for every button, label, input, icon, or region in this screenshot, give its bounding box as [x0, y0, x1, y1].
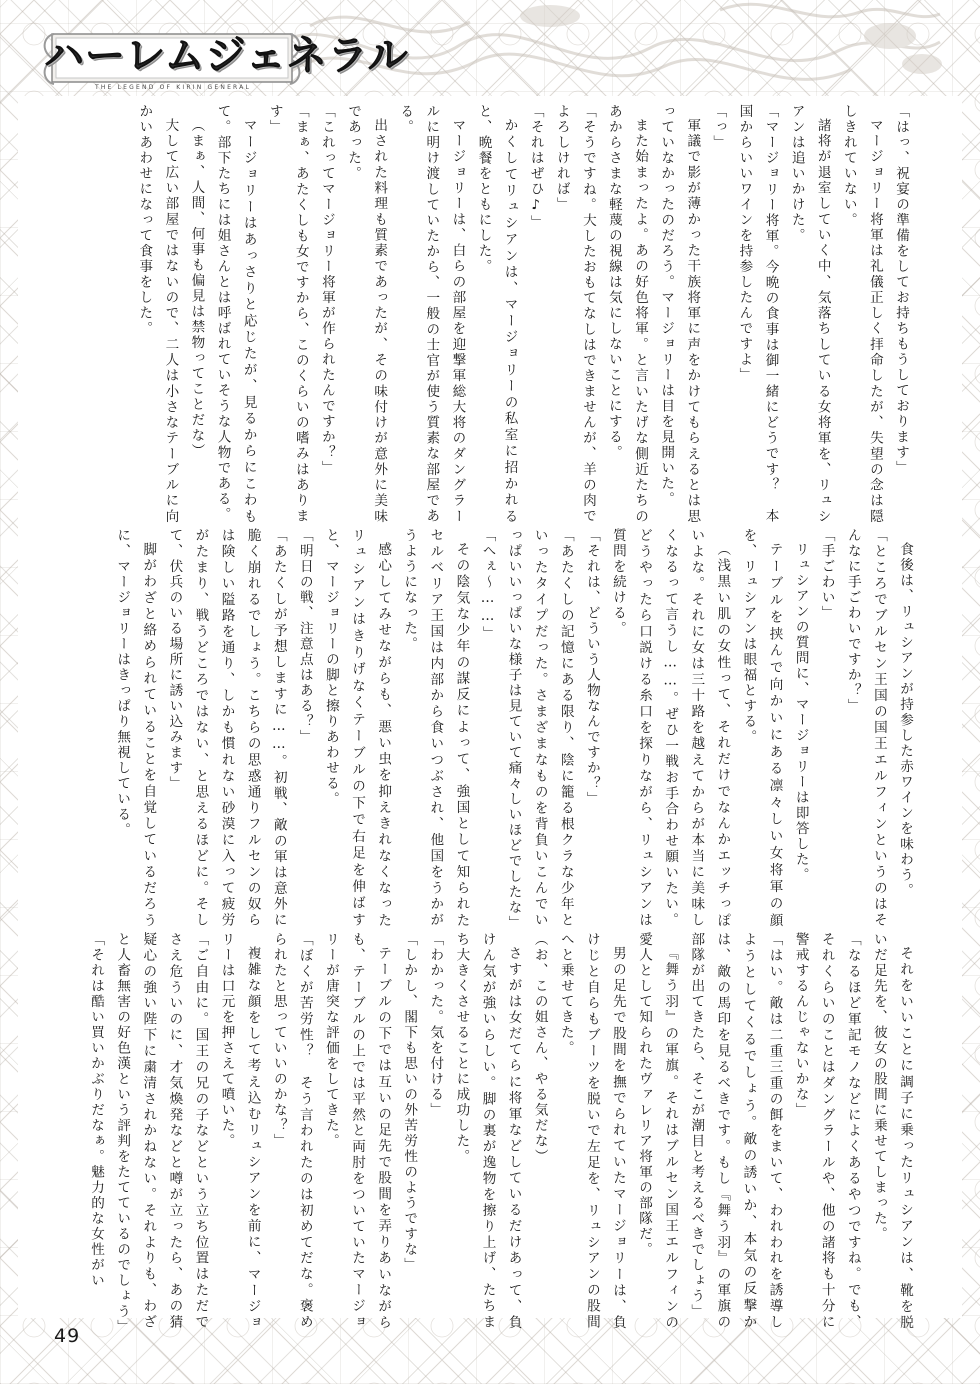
paragraph: 「あたくしの記憶にある限り、陰に籠る根クラな少年といったタイプだった。さまざまなものを背負いこんでいっぱいいっぱいな様子は見ていて痛々しいほどでしたな」	[505, 528, 574, 931]
paragraph: 感心してみせながらも、悪い虫を抑えきれなくなったリュシアンはきりげなくテーブルの下で右足を伸ばすと、マージョリーの脚と擦りあわせる。	[322, 528, 392, 928]
paragraph: 「まぁ、あたくしも女ですから、このくらいの嗜みはあります」	[266, 104, 309, 524]
page-header	[0, 0, 980, 110]
paragraph: 「はっ、祝宴の準備をしてお持ちもうしております」	[893, 104, 909, 476]
paragraph: 「マージョリー将軍。今晩の食事は御一緒にどうです？ 本国からいいワインを持参したんですよ」	[736, 104, 779, 524]
paragraph: 「手ごわい」	[818, 528, 835, 621]
paragraph: 諸将が退室していく中、気落ちしている女将軍を、リュシアンは追いかけた。	[788, 104, 831, 524]
paragraph: 「なるほど軍記モノなどによくあるやつですね。でも、それくらいのことはダングラールや、他の諸将も十分に警戒するんじゃないかな」	[792, 932, 861, 1330]
paragraph: 大して広い部屋ではないので、二人は小さなテーブルに向かいあわせになって食事をした。	[136, 104, 179, 524]
logo-subtitle: THE LEGEND OF KIRIN GENERAL	[94, 84, 252, 91]
paragraph: 「それは酷い買いかぶりだなぁ。魅力的な女性がい	[88, 932, 105, 1289]
paragraph: また始まったよ。あの好色将軍。と言いたげな側近たちのあからさまな軽蔑の視線は気にしないことにする。	[605, 104, 649, 524]
paragraph: （浅黒い肌の女性って、それだけでなんかエッチっぽいよな。それに女は三十路を越えてからが本当に美味しくなるって言うし……。ぜひ一戦お手合わせ願いたい。どうやったら口説ける糸口を探りながら、リュシアンは質問を続ける。	[609, 528, 731, 928]
paragraph: 「それはぜひ♪」	[527, 104, 544, 231]
paragraph: 出された料理も質素であったが、その味付けが意外に美味であった。	[345, 104, 388, 524]
paragraph: リュシアンの質問に、マージョリーは即答した。	[792, 541, 809, 883]
paragraph: （まぁ、人間、何事も偏見は禁物ってことだな）	[188, 117, 205, 459]
page-number: 49	[54, 1325, 81, 1347]
paragraph: 「っ」	[710, 104, 727, 151]
paragraph: 「あたくしが予想しますに……。初戦、敵の軍は意外に脆く崩れるでしょう。こちらの思惑通りフルセンの奴らは険しい隘路を通り、しかも慣れない砂漠に入って疲労がたまり、戦うどころではない、と思えるほどに。そして、伏兵のいる場所に誘い込みます」	[166, 528, 287, 928]
logo-title: ハーレムジェネラル	[44, 33, 409, 79]
paragraph: 「そうですね。大したおもてなしはできませんが、羊の肉でよろしければ」	[553, 104, 596, 524]
paragraph: 「ご自由に。国王の兄の子などという立ち位置はただでさえ危ういのに、才気煥発などと噂が立ったら、あの猜疑心の強い陛下に粛清されかねない。それよりも、わざと人畜無害の好色漢という評判をたてているのでしょう」	[114, 932, 209, 1335]
paragraph: 「はい。敵は二重三重の餌をまいて、われわれを誘導しようとしてくるでしょう。敵の誘いか、本気の反撃かは、敵の馬印を見るべきです。もし『舞う羽』の軍旗の部隊が出てきたら、そこが潮目と考えるべきでしょう」	[688, 932, 783, 1330]
paragraph: テーブルを挟んで向かいにある凛々しい女将軍の顔を、リュシアンは眼福とする。	[740, 528, 783, 928]
paragraph: 「これってマージョリー将軍が作られたんですか？」	[318, 104, 335, 476]
paragraph: 男の足先で股間を撫でられていたマージョリーは、負けじと自らもブーツを脱いで左足を、リュシアンの股間へと乗せてきた。	[557, 932, 626, 1330]
paragraph: 複雑な顔をして考え込むリュシアンを前に、マージョリーは口元を押さえて噴いた。	[218, 932, 261, 1330]
paragraph: かくしてリュシアンは、マージョリーの私室に招かれると、晩餐をともにした。	[475, 104, 518, 524]
paragraph: 食後は、リュシアンが持参した赤ワインを味わう。	[897, 541, 913, 899]
paragraph: その陰気な少年の謀反によって、強国として知られたセルベリア王国は内部から食いつぶされ、他国をうかがうようになった。	[401, 528, 470, 928]
text-block-2	[38, 528, 918, 931]
paragraph: 「へぇ～……」	[479, 528, 496, 642]
paragraph: 軍議で影が薄かった干族将軍に声をかけてもらえるとは思っていなかったのだろう。マージョリーは目を見開いた。	[658, 104, 701, 524]
paragraph: マージョリーはあっさりと応じたが、見るからにこわもて。部下たちには姐さんとは呼ばれていそうな人物である。	[214, 104, 257, 524]
paragraph: マージョリーは、白らの部屋を迎撃軍総大将のダングラールに明け渡していたから、一般の士官が使う質素な部屋である。	[397, 104, 466, 524]
paragraph: テーブルの下では互いの足先で股間を弄りあいながらも、テーブルの上では平然と両肘をついていたマージョリーが唐突な評価をしてきた。	[322, 932, 392, 1330]
paragraph: 「それは、どういう人物なんですか？」	[583, 528, 600, 807]
paragraph: 脚がわざと絡められていることを自覚しているだろうに、マージョリーはきっぱり無視している。	[114, 528, 157, 928]
paragraph: 「しかし、閣下も思いの外苦労性のようですな」	[401, 932, 418, 1273]
paragraph: 『舞う羽』の軍旗。それはブルセン国王エルフィンの愛人として知られたヴァレリア将軍の部隊だ。	[636, 932, 679, 1330]
paragraph: さすがは女だてらに将軍などしているだけあって、負けん気が強いらしい。脚の裏が逸物を擦り上げ、たちまち大きくさせることに成功した。	[453, 932, 522, 1330]
text-block-3	[38, 932, 918, 1335]
paragraph: 「ところでブルセン王国の国王エルフィンというのはそんなに手ごわいですか？」	[844, 528, 887, 928]
paragraph: 「明日の戦、注意点はある？」	[296, 528, 313, 745]
paragraph: それをいいことに調子に乗ったリュシアンは、靴を脱いだ足先を、彼女の股間に乗せてしまった。	[870, 932, 913, 1330]
paragraph: （お、この姐さん、やる気だな）	[531, 932, 548, 1165]
text-block-1	[52, 104, 914, 524]
paragraph: 「ぼくが苦労性？ そう言われたのは初めてだな。褒められたと思っていいのかな？」	[270, 932, 313, 1330]
paragraph: マージョリー将軍は礼儀正しく拝命したが、失望の念は隠しきれていない。	[840, 104, 883, 524]
paragraph: 「わかった。気を付ける」	[427, 932, 444, 1118]
